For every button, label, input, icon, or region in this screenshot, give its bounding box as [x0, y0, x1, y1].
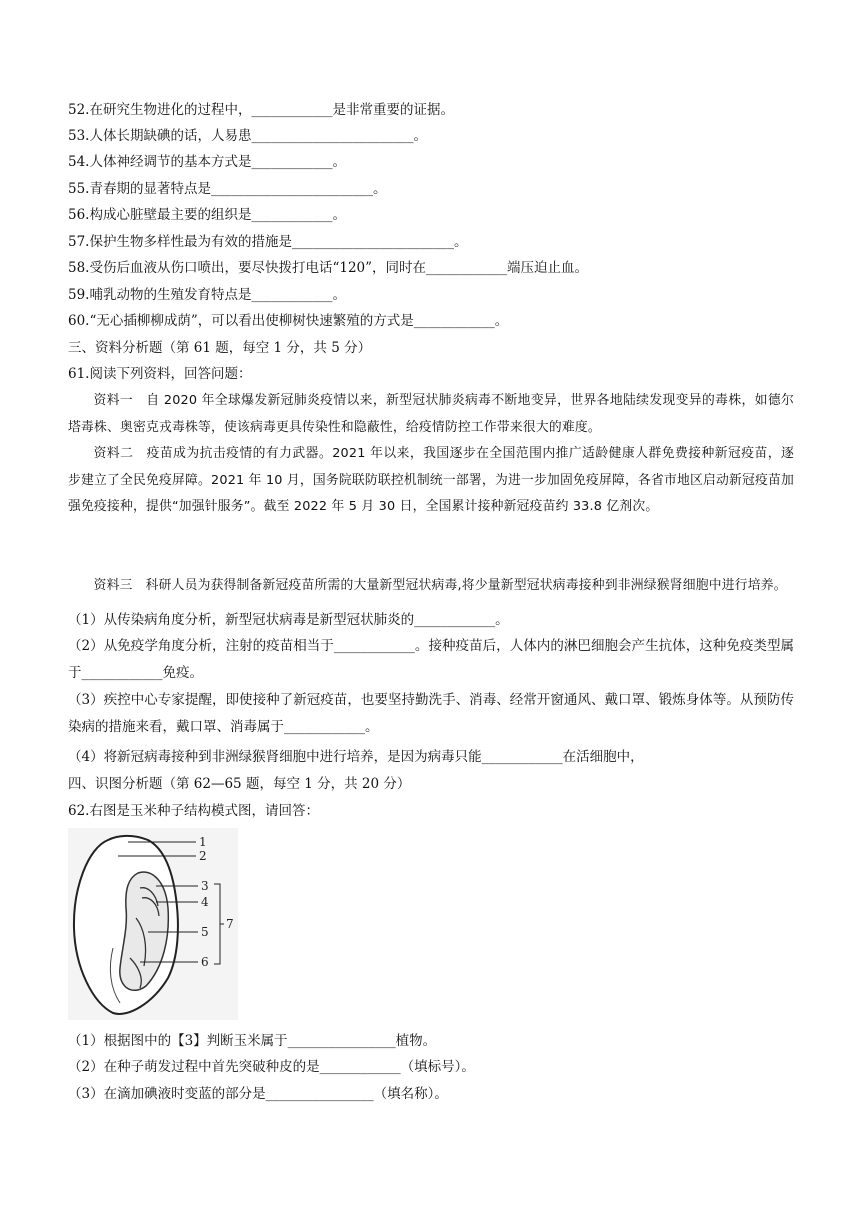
question-62-3: （3）在滴加碘液时变蓝的部分是________________（填名称）。 — [68, 1086, 448, 1102]
question-61-1: （1）从传染病角度分析，新型冠状病毒是新型冠状肺炎的____________。 — [68, 612, 509, 628]
label-4: 4 — [201, 895, 209, 909]
question-61-3: （3）疾控中心专家提醒，即使接种了新冠疫苗，也要坚持勤洗手、消毒、经常开窗通风、戴口罩、锻炼身体等。从预防传染病的措施来看，戴口罩、消毒属于____________。 — [68, 692, 794, 735]
section-3-heading: 三、资料分析题（第 61 题，每空 1 分，共 5 分） — [68, 340, 372, 356]
question-57: 57.保护生物多样性最为有效的措施是________________________。 — [68, 234, 468, 250]
section-4-heading: 四、识图分析题（第 62—65 题，每空 1 分，共 20 分） — [68, 776, 411, 792]
corn-seed-figure — [68, 828, 250, 1020]
question-54: 54.人体神经调节的基本方式是____________。 — [68, 154, 346, 170]
label-7: 7 — [226, 917, 234, 931]
question-58: 58.受伤后血液从伤口喷出，要尽快拨打电话“120”，同时在____________端压迫止血。 — [68, 260, 589, 276]
label-3: 3 — [201, 879, 209, 893]
question-56: 56.构成心脏壁最主要的组织是____________。 — [68, 207, 346, 223]
question-62-2: （2）在种子萌发过程中首先突破种皮的是____________（填标号）。 — [68, 1059, 475, 1075]
question-60: 60.“无心插柳柳成荫”，可以看出使柳树快速繁殖的方式是____________。 — [68, 313, 509, 329]
question-61-4: （4）将新冠病毒接种到非洲绿猴肾细胞中进行培养，是因为病毒只能____________在活细胞中， — [68, 749, 644, 765]
material-1: 资料一 自 2020 年全球爆发新冠肺炎疫情以来，新型冠状肺炎病毒不断地变异，世界各地陆续发现变异的毒株，如德尔塔毒株、奥密克戎毒株等，使该病毒更具传染性和隐蔽性，给疫情防控工作带来很大的难度。 — [68, 393, 794, 435]
question-62-intro: 62.右图是玉米种子结构模式图，请回答： — [68, 803, 319, 819]
question-59: 59.哺乳动物的生殖发育特点是____________。 — [68, 287, 346, 303]
label-2: 2 — [199, 849, 207, 863]
label-6: 6 — [201, 955, 209, 969]
question-61-intro: 61.阅读下列资料，回答问题： — [68, 366, 252, 382]
corn-seed-diagram — [68, 828, 250, 1020]
question-55: 55.青春期的显著特点是________________________。 — [68, 181, 387, 197]
question-52: 52.在研究生物进化的过程中，____________是非常重要的证据。 — [68, 102, 454, 118]
material-3: 资料三 科研人员为获得制备新冠疫苗所需的大量新型冠状病毒,将少量新型冠状病毒接种到非洲绿猴肾细胞中进行培养。 — [93, 578, 787, 593]
question-53: 53.人体长期缺碘的话，人易患________________________。 — [68, 128, 427, 144]
label-1: 1 — [199, 835, 207, 849]
question-62-1: （1）根据图中的【3】判断玉米属于________________植物。 — [68, 1033, 437, 1049]
question-61-2: （2）从免疫学角度分析，注射的疫苗相当于____________。接种疫苗后，人体内的淋巴细胞会产生抗体，这种免疫类型属于____________免疫。 — [68, 638, 794, 681]
material-2: 资料二 疫苗成为抗击疫情的有力武器。2021 年以来，我国逐步在全国范围内推广适龄健康人群免费接种新冠疫苗，逐步建立了全民免疫屏障。2021 年 10 月，国务院联防联控机制统一部署，为进一步加固免疫屏障，各省市地区启动新冠疫苗加强免疫接种，提供“加强针服务”。截至 2022 年 5 月 30 日，全国累计接种新冠疫苗约 33.8 亿剂次。 — [68, 446, 794, 514]
label-5: 5 — [201, 925, 209, 939]
